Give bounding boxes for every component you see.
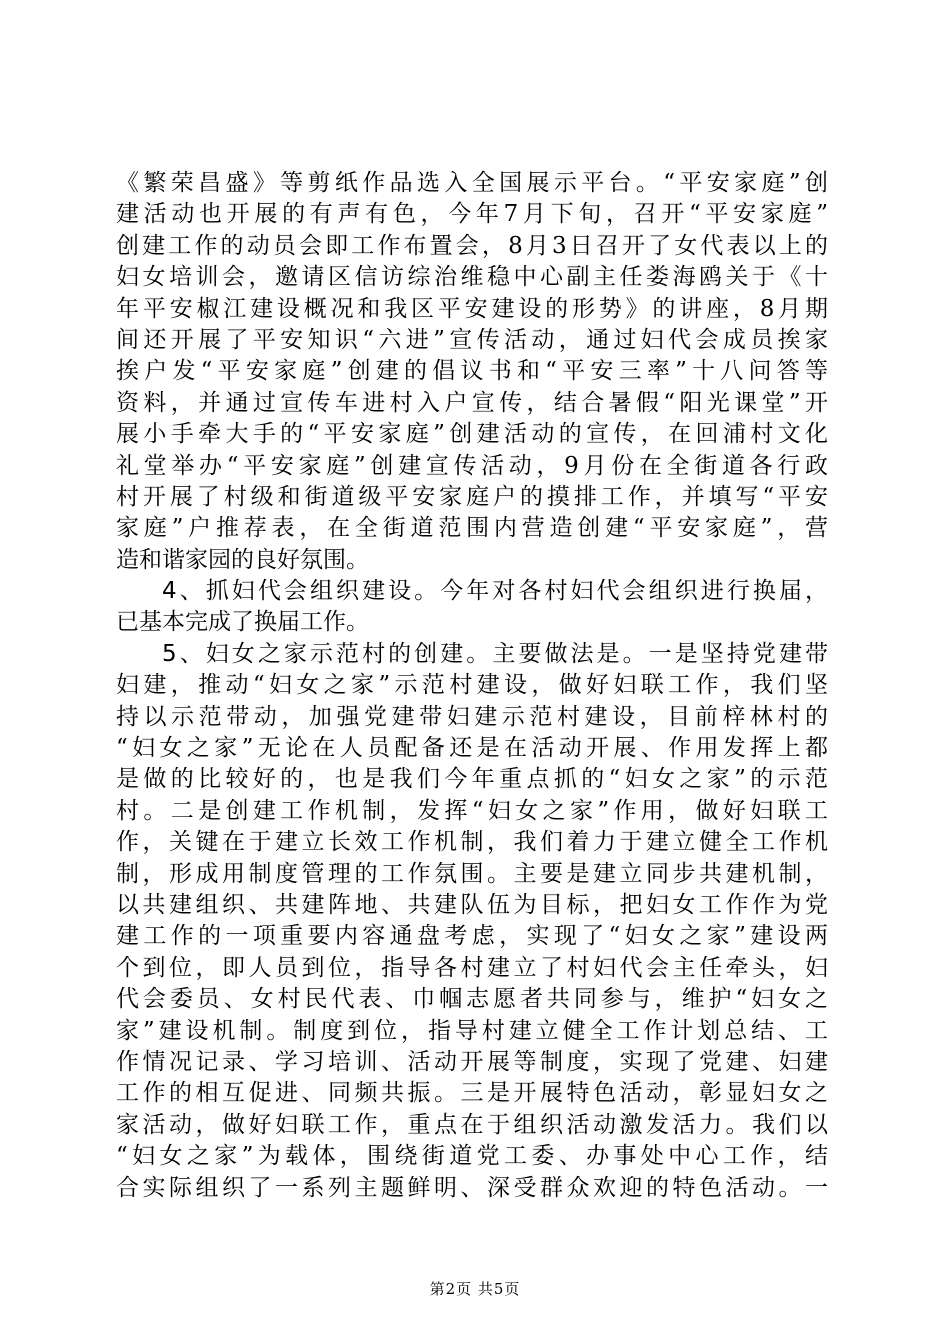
text-line: “妇女之家”为载体，围绕街道党工委、办事处中心工作，结 — [116, 1143, 828, 1170]
text-line: 以共建组织、共建阵地、共建队伍为目标，把妇女工作作为党 — [116, 891, 828, 918]
page-footer — [0, 1278, 950, 1299]
text-line: 作情况记录、学习培训、活动开展等制度，实现了党建、妇建 — [116, 1048, 828, 1075]
text-line: 村开展了村级和街道级平安家庭户的摸排工作，并填写“平安 — [116, 483, 828, 510]
text-line: 家”建设机制。制度到位，指导村建立健全工作计划总结、工 — [116, 1017, 828, 1044]
text-line: 挨户发“平安家庭”创建的倡议书和“平安三率”十八问答等 — [116, 358, 828, 385]
text-line: 家庭”户推荐表，在全街道范围内营造创建“平安家庭”，营 — [116, 515, 828, 542]
text-line: 礼堂举办“平安家庭”创建宣传活动，9月份在全街道各行政 — [116, 452, 828, 479]
body-text — [116, 168, 828, 1204]
text-line: 代会委员、女村民代表、巾帼志愿者共同参与，维护“妇女之 — [116, 986, 828, 1013]
text-line: 工作的相互促进、同频共振。三是开展特色活动，彰显妇女之 — [116, 1080, 828, 1107]
paragraph-fu-dai-hui-organization — [116, 576, 828, 639]
section-heading: 4、抓妇代会组织建设。 — [162, 578, 441, 605]
text-run: 今年对各村妇代会组织进行换届， — [440, 578, 828, 605]
text-line — [116, 576, 828, 607]
text-line: 村。二是创建工作机制，发挥“妇女之家”作用，做好妇联工 — [116, 797, 828, 824]
text-line: “妇女之家”无论在人员配备还是在活动开展、作用发挥上都 — [116, 735, 828, 762]
paragraph-ping-an-jia-ting — [116, 168, 828, 576]
text-line: 间还开展了平安知识“六进”宣传活动，通过妇代会成员挨家 — [116, 326, 828, 353]
text-line: 是做的比较好的，也是我们今年重点抓的“妇女之家”的示范 — [116, 766, 828, 793]
text-line: 展小手牵大手的“平安家庭”创建活动的宣传，在回浦村文化 — [116, 421, 828, 448]
text-line: 已基本完成了换届工作。 — [116, 609, 369, 636]
text-run: 主要做法是。一是坚持党建带 — [492, 640, 828, 667]
text-line: 制，形成用制度管理的工作氛围。主要是建立同步共建机制， — [116, 860, 828, 887]
section-heading: 5、妇女之家示范村的创建。 — [162, 640, 493, 667]
text-line: 妇建，推动“妇女之家”示范村建设，做好妇联工作，我们坚 — [116, 672, 828, 699]
text-line: 建工作的一项重要内容通盘考虑，实现了“妇女之家”建设两 — [116, 923, 828, 950]
text-line: 创建工作的动员会即工作布置会，8月3日召开了女代表以上的 — [116, 232, 828, 259]
text-line: 《繁荣昌盛》等剪纸作品选入全国展示平台。“平安家庭”创 — [116, 170, 828, 196]
text-line: 家活动，做好妇联工作，重点在于组织活动激发活力。我们以 — [116, 1111, 828, 1138]
text-line: 作，关键在于建立长效工作机制，我们着力于建立健全工作机 — [116, 829, 828, 856]
text-line: 资料，并通过宣传车进村入户宣传，结合暑假“阳光课堂”开 — [116, 389, 828, 416]
text-line: 持以示范带动，加强党建带妇建示范村建设，目前梓林村的 — [116, 703, 828, 730]
text-line: 个到位，即人员到位，指导各村建立了村妇代会主任牵头，妇 — [116, 954, 828, 981]
text-line: 造和谐家园的良好氛围。 — [116, 546, 369, 573]
page-number: 第2页 共5页 — [429, 1280, 521, 1298]
text-line: 建活动也开展的有声有色，今年7月下旬，召开“平安家庭” — [116, 201, 828, 228]
text-line — [116, 639, 828, 670]
text-line: 妇女培训会，邀请区信访综治维稳中心副主任娄海鸥关于《十 — [116, 264, 828, 291]
paragraph-women-home-demo-village — [116, 639, 828, 1204]
text-line: 合实际组织了一系列主题鲜明、深受群众欢迎的特色活动。一 — [116, 1174, 828, 1201]
text-line: 年平安椒江建设概况和我区平安建设的形势》的讲座，8月期 — [116, 295, 828, 322]
